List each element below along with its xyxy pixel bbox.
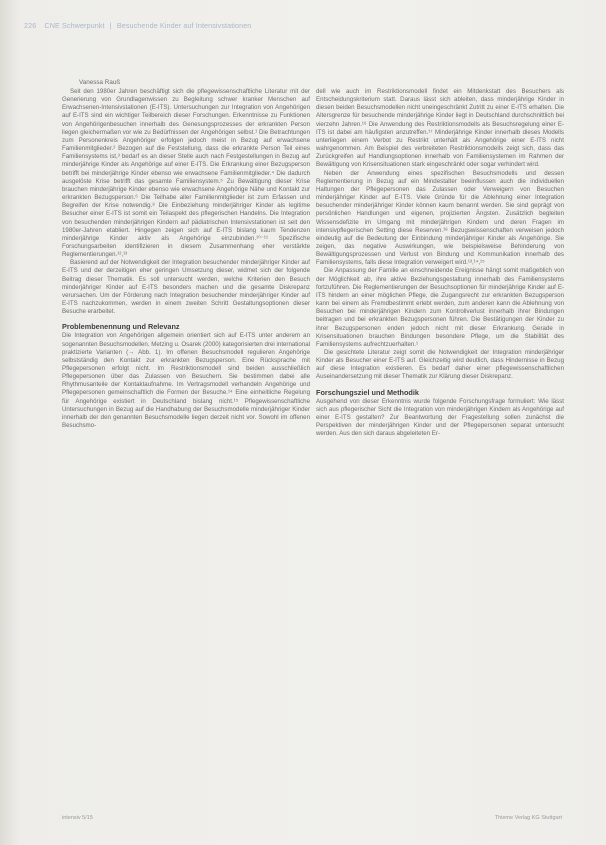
- footer-publisher: Thieme Verlag KG Stuttgart: [494, 815, 562, 821]
- left-text-column: [62, 88, 310, 430]
- running-header: [24, 21, 586, 30]
- section-heading: Problembenennung und Relevanz: [62, 322, 180, 332]
- body-paragraph: Neben der Anwendung eines spezifischen Besuchsmodells und dessen Reglementierung in Bezug auf ein Mindestalter beeinflussen auch die individuellen Haltungen der Pflegepersonen das Zulassen oder Verweigern von Besuchen minderjähriger Kinder auf E-ITS. Viele Gründe für die Ablehnung einer Integration besuchender minderjähriger Kinder können kaum benannt werden. Sie sind geprägt von persönlichen Handlungen und eigenen, projizierten Ängsten. Zusätzlich begleiten Wissensdefizite im Umgang mit minderjährigen Kindern und deren Fragen im intensivpflegerischen Setting diese Reserven.¹⁸ Bezugswissenschaften verweisen jedoch eindeutig auf die Bedeutung der Einbindung minderjähriger Kinder als Angehörige. Sie zeigen, das negative Auswirkungen, wie beispielsweise Behinderung von Bewältigungsprozessen und Verlust von Bindung und Kommunikation innerhalb des Familiensystems, falls diese Integration verweigert wird.¹³,¹⁴,¹⁵: [316, 169, 564, 267]
- header-topic: Besuchende Kinder auf Intensivstationen: [116, 21, 252, 30]
- body-paragraph: Die gesichtete Literatur zeigt somit die Notwendigkeit der Integration minderjähriger Kinder als Besucher einer E-ITS auf. Gleichzeitig wird deutlich, dass Hindernisse in Bezug auf diese Integration existieren. Es bedarf daher einer pflegewissenschaftlichen Auseinandersetzung mit dieser Thematik zur Klärung dieser Diskrepanz.: [316, 349, 564, 381]
- page-number: 226: [24, 21, 37, 30]
- right-text-column: [316, 88, 564, 438]
- footer-journal: intensiv 5/15: [62, 815, 93, 821]
- body-paragraph: Ausgehend von dieser Erkenntnis wurde folgende Forschungsfrage formuliert: Wie lässt sich aus pflegerischer Sicht die Integration von minderjährigen Kindern als Angehörige auf einer E-ITS gestalten? Zur Beantwortung der Fragestellung sollen zunächst die Perspektiven der minderjährigen Kinder und der Pflegepersonen separat untersucht werden. Aus den sich daraus abgeleiteten Er-: [316, 397, 564, 438]
- body-paragraph: Die Anpassung der Familie an einschneidende Ereignisse hängt somit maßgeblich von der Möglichkeit ab, ihre aktive Beziehungsgestaltung innerhalb des Familiensystems fortzuführen. Die Reglementierungen der Besuchsoptionen für minderjährige Kinder auf E-ITS hindern an einer möglichen Pflege, die Zugangsrecht zur erkrankten Bezugsperson kann bei einem als Fremdbestimmt erlebt werden, zum anderen kann die Ablehnung von Besuchen bei minderjährigen Kindern zum Kontrollverlust innerhalb ihrer Bindungen beitragen und bei erkrankten Bezugspersonen führen. Die Bestätigungen der Kinder zu ihrer Bezugspersonen enden jedoch nicht mit dieser Erkrankung. Gerade in Krisensituationen brauchen Bindungen besondere Pflege, um die Stabilität des Familiensystems aufrechtzuerhalten.¹: [316, 267, 564, 348]
- author-name: Vanessa Rauß: [79, 79, 121, 86]
- header-separator: |: [109, 21, 112, 30]
- header-chapter: CNE Schwerpunkt: [44, 21, 105, 30]
- body-paragraph: Basierend auf der Notwendigkeit der Integration besuchender minderjähriger Kinder auf E-ITS und der derzeitigen eher geringen Umsetzung dieser, widmet sich der folgende Beitrag dieser Thematik. Es soll untersucht werden, welche Kriterien den Besuch minderjähriger Kinder auf E-ITS besonders machen und die gesamte Diskrepanz verursachen. Um der Förderung nach Integration besuchender minderjähriger Kinder auf E-ITS nachzukommen, werden in einem zweiten Schritt Gestaltungsoptionen dieser Besuche erarbeitet.: [62, 259, 310, 316]
- body-paragraph: Die Integration von Angehörigen allgemein orientiert sich auf E-ITS unter anderem an sogenannten Besuchsmodellen. Metzing u. Osarek (2000) kategorisierten drei international praktizierte Varianten (→ Abb. 1). Im offenen Besuchsmodell regulieren Angehörige selbstständig den Kontakt zur erkrankten Bezugsperson. Eine Rücksprache mit Pflegepersonen erfolgt nicht. Im Restriktionsmodell sind beiden ausschließlich Pflegepersonen über das Zulassen von Besuchern. Sie bestimmen dabei alle Rhythmusanteile der Kontaktaufnahme. Im Vertragsmodell verhandeln Angehörige und Pflegepersonen gemeinschaftlich die Formen der Besuche.¹⁴ Eine einheitliche Regelung für Angehörige existiert in Deutschland bislang nicht.¹⁵ Pflegewissenschaftliche Untersuchungen in Bezug auf die Handhabung der Besuchsmodelle minderjähriger Kinder innerhalb der den genannten Besuchsmodelle liegen derzeit nicht vor. Sowohl im offenen Besuchsmo-: [62, 332, 310, 430]
- body-paragraph: Seit den 1980er Jahren beschäftigt sich die pflegewissenschaftliche Literatur mit der Generierung von Grundlagenwissen zu Begleitung schwer kranker Menschen auf Erwachsenen-Intensivstationen (E-ITS). Untersuchungen zur Integration von Angehörigen auf E-ITS sind ein wichtiger Teilbereich dieser Forschungen. Erkenntnisse zu Funktionen von Angehörigenbesuchen innerhalb des Genesungsprozesses der erkrankten Person liegen gleichermaßen vor wie zu Bedürfnissen der Angehörigen selbst.¹ Die Betrachtungen zum Personenkreis Angehöriger erfolgen jedoch meist in Bezug auf erwachsene Familienmitglieder.² Bezogen auf die Feststellung, dass die erkrankte Person Teil eines Familiensystems ist,³ bedarf es an dieser Stelle auch nach Festgestellungen in Bezug auf minderjährige Kinder als Angehörige auf einer E-ITS. Die Erkrankung einer Bezugsperson betrifft bei minderjährige Kinder ebenso wie erwachsene Familienmitglieder.⁴ Die dadurch ausgelöste Krise betrifft das gesamte Familiensystem.⁵ Zu Bewältigung dieser Krise brauchen minderjährige Kinder ebenso wie erwachsene Angehörige Nähe und Kontakt zur erkrankten Bezugsperson.⁶ Die Teilhabe aller Familienmitglieder ist zum Erfassen und Begreifen der Krise notwendig.⁸ Die Einbeziehung minderjähriger Kinder als legitime Besucher einer E-ITS ist somit ein Teilaspekt des pflegerischen Handelns. Die Integration von besuchenden minderjährigen Kindern auf pädiatrischen Intensivstationen ist seit den 1980er-Jahren etabliert. Hingegen zeigen sich auf E-ITS bislang kaum Tendenzen minderjährige Kinder aktiv als Angehörige einzubinden.¹⁰⁻¹¹ Spezifische Forschungsarbeiten identifizieren in diesem Zusammenhang eher verstärkte Reglementierungen.¹²,¹³: [62, 88, 310, 259]
- body-paragraph: dell wie auch im Restriktionsmodell findet ein Mitdenkstatt des Besuchers als Entscheidungskriterium statt. Daraus lässt sich ableiten, dass minderjährige Kinder in diesen beiden Besuchsmodellen nicht uneingeschränkt Zutritt zu einer E-ITS erhalten. Die Altersgrenze für besuchende minderjährige Kinder liegt in Deutschland durchschnittlich bei vierzehn Jahren.¹⁶ Die Anwendung des Restriktionsmodells als Besuchsregelung einer E-ITS ist dabei am häufigsten anzutreffen.¹⁷ Minderjährige Kinder innerhalb dieses Modells unterliegen einem Verbot zu Restrikt unterhält als Angehörige einer E-ITS nicht wahrgenommen. Am Beispiel des verbreiteten Restriktionsmodells zeigt sich, dass das Zurückgreifen auf Handlungsoptionen innerhalb von Familiensystemen im Rahmen der Bewältigung von Krisensituationen stark eingeschränkt oder sogar verhindert wird.: [316, 88, 564, 169]
- section-heading: Forschungsziel und Methodik: [316, 387, 419, 397]
